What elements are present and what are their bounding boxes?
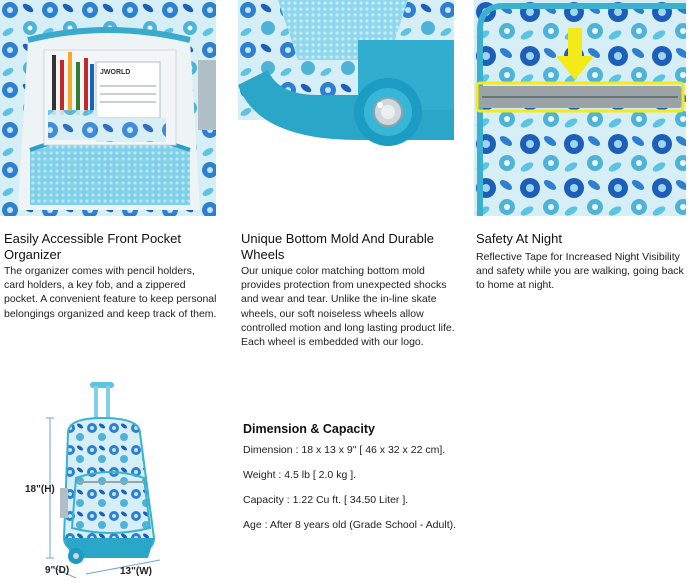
dimension-capacity-section: [243, 422, 503, 544]
feature-description-front-pocket: The organizer comes with pencil holders, card holders, a key fob, and a zippered pocket. A convenient feature to keep personal belongings organized and keep track of them.: [4, 265, 217, 320]
wheel-image: [238, 0, 454, 146]
depth-label: 9"(D): [45, 565, 70, 576]
weight-line: Weight : 4.5 lb [ 2.0 kg ].: [243, 469, 357, 481]
backpack-dimension-image: [20, 378, 210, 583]
capacity-line: Capacity : 1.22 Cu ft. [ 34.50 Liter ].: [243, 494, 409, 506]
width-label: 13"(W): [120, 566, 152, 577]
feature-title-front-pocket: Easily Accessible Front Pocket Organizer: [4, 231, 182, 262]
front-pocket-image: [0, 0, 216, 216]
reflective-tape-image: [474, 0, 686, 216]
brand-label: JWORLD: [100, 69, 131, 76]
height-label: 18"(H): [25, 484, 55, 495]
feature-title-safety: Safety At Night: [476, 231, 562, 246]
feature-description-safety: Reflective Tape for Increased Night Visibility and safety while you are walking, going back to home at night.: [476, 251, 684, 292]
dimension-capacity-title: Dimension & Capacity: [243, 422, 375, 436]
feature-title-wheels: Unique Bottom Mold And Durable Wheels: [241, 231, 434, 262]
age-line: Age : After 8 years old (Grade School - Adult).: [243, 519, 457, 531]
feature-description-wheels: Our unique color matching bottom mold provides protection from unexpected shocks and wear and tear. Unlike the in-line skate wheels, our soft noiseless wheels allow controlled motion and long lasting product life. Each wheel is embedded with our logo.: [241, 265, 455, 349]
dimension-line: Dimension : 18 x 13 x 9" [ 46 x 32 x 22 cm].: [243, 444, 446, 456]
